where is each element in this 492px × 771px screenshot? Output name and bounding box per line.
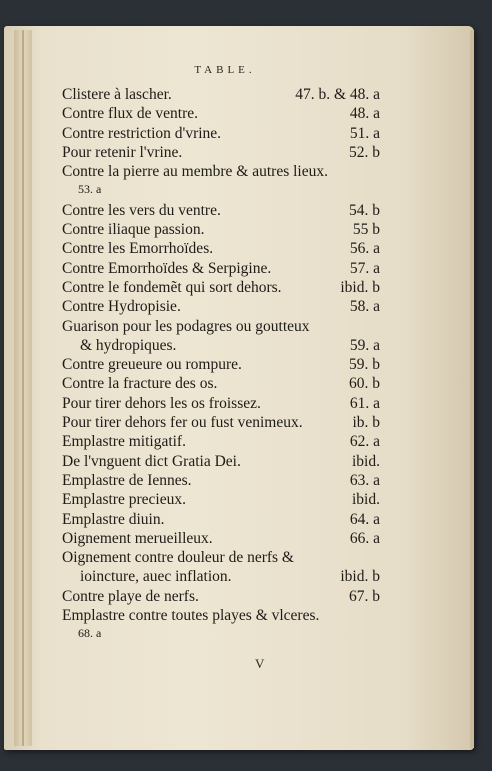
toc-entry-ref: 48. a	[349, 105, 380, 123]
toc-entry-continuation	[62, 626, 380, 645]
page-edge	[470, 30, 474, 748]
toc-entry-text: Contre flux de ventre.	[62, 105, 199, 123]
toc-entry-text: Contre playe de nerfs.	[62, 587, 199, 605]
toc-entry-ref: 61. a	[349, 394, 380, 412]
toc-entry	[62, 86, 380, 105]
toc-entry-ref: ibid.	[352, 452, 380, 470]
toc-entry	[62, 395, 380, 414]
toc-entry	[62, 588, 380, 607]
toc-entry-ref: 59. a	[349, 336, 380, 354]
toc-entry-text: Contre iliaque passion.	[62, 221, 205, 239]
toc-entry-ref: 64. a	[349, 510, 380, 528]
toc-entry	[62, 356, 380, 375]
fold-line	[22, 30, 24, 746]
toc-entry-text: Contre la fracture des os.	[62, 375, 218, 393]
toc-entry-text: De l'vnguent dict Gratia Dei.	[62, 452, 241, 470]
toc-entry-text: Emplastre diuin.	[62, 510, 165, 528]
toc-entry	[62, 318, 380, 337]
toc-entry-ref: 67. b	[349, 587, 380, 605]
toc-entry-text: Contre restriction d'vrine.	[62, 124, 222, 142]
toc-entry	[62, 279, 380, 298]
toc-entry-text: Emplastre mitigatif.	[62, 433, 186, 451]
toc-entry-text: Contre le fondemẽt qui sort dehors.	[62, 278, 282, 296]
toc-entry-ref: ibid. b	[340, 568, 380, 586]
toc-entry-ref: 47. b. & 48. a	[295, 86, 380, 103]
toc-entry	[62, 491, 380, 510]
toc-entry-continuation	[62, 337, 380, 356]
toc-entry	[62, 549, 380, 568]
toc-entry-text: Emplastre contre toutes playes & vlceres.	[62, 607, 320, 625]
toc-entry	[62, 144, 380, 163]
toc-entry-text: Contre les vers du ventre.	[62, 201, 221, 219]
toc-entry	[62, 511, 380, 530]
toc-entry	[62, 472, 380, 491]
toc-entry-continuation	[62, 182, 380, 201]
toc-entry-ref: 62. a	[349, 433, 380, 451]
toc-entry-ref: 59. b	[349, 356, 380, 374]
toc-entry	[62, 298, 380, 317]
toc-entry-text: Oignement contre douleur de nerfs &	[62, 549, 294, 567]
toc-entry-text: Emplastre precieux.	[62, 491, 186, 509]
toc-entry-ref: 54. b	[349, 201, 380, 219]
toc-entry-ref: 56. a	[349, 240, 380, 258]
signature-mark: V	[255, 656, 265, 671]
toc-entry-ref: ibid.	[352, 491, 380, 509]
toc-entry-text: Emplastre de Iennes.	[62, 471, 192, 489]
toc-entry-ref: 51. a	[349, 124, 380, 142]
toc-entry-text: Pour retenir l'vrine.	[62, 143, 183, 161]
toc-entry-text: 53. a	[78, 182, 102, 197]
toc-entry	[62, 453, 380, 472]
toc-entry	[62, 163, 380, 182]
toc-entry	[62, 607, 380, 626]
toc-entry-ref: 63. a	[349, 471, 380, 489]
toc-entry	[62, 240, 380, 259]
toc-entry-ref: ib. b	[352, 414, 380, 432]
toc-entry-text: Contre la pierre au membre & autres lieux.	[62, 163, 328, 181]
toc-entry-ref: 66. a	[349, 529, 380, 547]
toc-entry-text: Contre greueure ou rompure.	[62, 356, 242, 374]
toc-entry	[62, 530, 380, 549]
toc-entry-text: Pour tirer dehors fer ou fust venimeux.	[62, 414, 303, 432]
toc-entry-text: & hydropiques.	[80, 336, 177, 354]
toc-entry-ref: 58. a	[349, 298, 380, 316]
toc-entry-continuation	[62, 568, 380, 587]
toc-entry	[62, 221, 380, 240]
toc-entry-ref: 60. b	[349, 375, 380, 393]
toc-entry-text: Guarison pour les podagres ou goutteux	[62, 317, 310, 335]
toc-entry-text: ioincture, auec inflation.	[80, 568, 232, 586]
toc-entry-ref: 55 b	[352, 221, 380, 239]
toc-entry-text: 68. a	[78, 626, 102, 641]
toc-entry-text: Contre Emorrhoïdes & Serpigine.	[62, 259, 272, 277]
toc-entry	[62, 202, 380, 221]
toc-entry	[62, 260, 380, 279]
toc-entry-text: Oignement merueilleux.	[62, 529, 213, 547]
toc-entry-text: Pour tirer dehors les os froissez.	[62, 394, 261, 412]
toc-entry-text: Clistere à lascher.	[62, 86, 172, 103]
toc-entry	[62, 125, 380, 144]
toc-entry-ref: ibid. b	[340, 278, 380, 296]
toc-entry	[62, 414, 380, 433]
toc-entry-text: Contre Hydropisie.	[62, 298, 181, 316]
toc-entry	[62, 105, 380, 124]
toc-entry-text: Contre les Emorrhoïdes.	[62, 240, 214, 258]
toc-entry-ref: 57. a	[349, 259, 380, 277]
table-of-contents	[62, 86, 380, 646]
toc-entry	[62, 375, 380, 394]
toc-entry	[62, 433, 380, 452]
page-header: TABLE.	[194, 64, 256, 76]
toc-entry-ref: 52. b	[349, 143, 380, 161]
